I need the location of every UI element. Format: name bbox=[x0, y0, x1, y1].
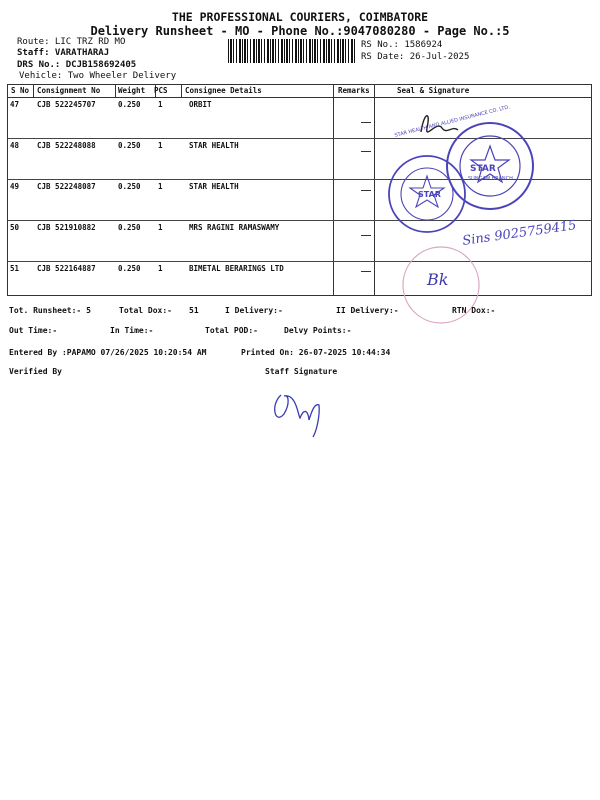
staff-signature-ink bbox=[275, 395, 319, 437]
row-51-pcs: 1 bbox=[158, 264, 163, 273]
seal-large-branch: SUNGAM BRANCH bbox=[468, 176, 513, 182]
row-48-consignee: STAR HEALTH bbox=[189, 141, 239, 150]
seal-small-label: STAR bbox=[418, 190, 441, 199]
row-49-consignee: STAR HEALTH bbox=[189, 182, 239, 191]
vehicle-label: Vehicle: Two Wheeler Delivery bbox=[19, 71, 177, 81]
row-47-weight: 0.250 bbox=[118, 100, 141, 109]
row-50-consignee: MRS RAGINI RAMASWAMY bbox=[189, 223, 280, 232]
row-48-weight: 0.250 bbox=[118, 141, 141, 150]
handwritten-phone: Sins 9025759415 bbox=[461, 218, 578, 249]
entered-by: Entered By :PAPAMO 07/26/2025 10:20:54 AM bbox=[9, 348, 207, 357]
col-header-weight: Weight bbox=[118, 86, 146, 95]
row-48-consignment: CJB 522248088 bbox=[37, 141, 96, 150]
company-title: THE PROFESSIONAL COURIERS, COIMBATORE bbox=[171, 10, 429, 24]
col-header-consignee: Consignee Details bbox=[185, 86, 262, 95]
runsheet-table bbox=[7, 84, 592, 296]
handwritten-initials: Bk bbox=[427, 270, 449, 289]
ii-delivery: II Delivery:- bbox=[336, 306, 399, 315]
verified-by: Verified By bbox=[9, 367, 62, 376]
row-51-consignment: CJB 522164887 bbox=[37, 264, 96, 273]
row-48-sno: 48 bbox=[10, 141, 20, 150]
runsheet-title: Delivery Runsheet - MO - Phone No.:9047080280 - Page No.:5 bbox=[90, 24, 510, 38]
total-dox-value: 51 bbox=[189, 306, 199, 315]
total-pod: Total POD:- bbox=[205, 326, 258, 335]
rs-number: RS No.: 1586924 bbox=[361, 40, 443, 50]
row-49-consignment: CJB 522248087 bbox=[37, 182, 96, 191]
row-51-weight: 0.250 bbox=[118, 264, 141, 273]
route-label: Route: LIC TRZ RD MO bbox=[17, 37, 126, 47]
col-header-seal: Seal & Signature bbox=[397, 86, 470, 95]
i-delivery: I Delivery:- bbox=[225, 306, 283, 315]
row-49-sno: 49 bbox=[10, 182, 20, 191]
drs-number: DRS No.: DCJB158692405 bbox=[17, 60, 137, 70]
total-runsheet: Tot. Runsheet:- 5 bbox=[9, 306, 91, 315]
rtn-dox: RTN Dox:- bbox=[452, 306, 496, 315]
remark-mark bbox=[361, 151, 371, 158]
row-47-consignee: ORBIT bbox=[189, 100, 212, 109]
row-50-pcs: 1 bbox=[158, 223, 163, 232]
staff-label: Staff: VARATHARAJ bbox=[17, 48, 110, 58]
row-50-consignment: CJB 521910882 bbox=[37, 223, 96, 232]
col-header-consignment: Consignment No bbox=[37, 86, 101, 95]
barcode-image bbox=[228, 39, 355, 63]
col-header-sno: S No bbox=[11, 86, 30, 95]
remark-mark bbox=[361, 190, 371, 197]
row-48-pcs: 1 bbox=[158, 141, 163, 150]
remark-mark bbox=[361, 235, 371, 242]
remark-mark bbox=[361, 122, 371, 129]
col-header-pcs: PCS bbox=[154, 86, 168, 95]
delivery-points: Delvy Points:- bbox=[284, 326, 352, 335]
out-time: Out Time:- bbox=[9, 326, 58, 335]
row-47-consignment: CJB 522245707 bbox=[37, 100, 96, 109]
row-50-sno: 50 bbox=[10, 223, 20, 232]
row-49-weight: 0.250 bbox=[118, 182, 141, 191]
total-dox-label: Total Dox:- bbox=[119, 306, 172, 315]
in-time: In Time:- bbox=[110, 326, 154, 335]
seal-outer-text: STAR HEALTH AND ALLIED INSURANCE CO. LTD. bbox=[394, 104, 511, 139]
row-51-sno: 51 bbox=[10, 264, 20, 273]
row-49-pcs: 1 bbox=[158, 182, 163, 191]
row-51-consignee: BIMETAL BERARINGS LTD bbox=[189, 264, 284, 273]
staff-signature-label: Staff Signature bbox=[265, 367, 338, 376]
remark-mark bbox=[361, 271, 371, 278]
col-header-remarks: Remarks bbox=[338, 86, 370, 95]
row-47-sno: 47 bbox=[10, 100, 20, 109]
printed-on: Printed On: 26-07-2025 10:44:34 bbox=[241, 348, 391, 357]
seal-large-label: STAR bbox=[470, 164, 496, 174]
row-50-weight: 0.250 bbox=[118, 223, 141, 232]
rs-date: RS Date: 26-Jul-2025 bbox=[361, 52, 470, 62]
row-47-pcs: 1 bbox=[158, 100, 163, 109]
